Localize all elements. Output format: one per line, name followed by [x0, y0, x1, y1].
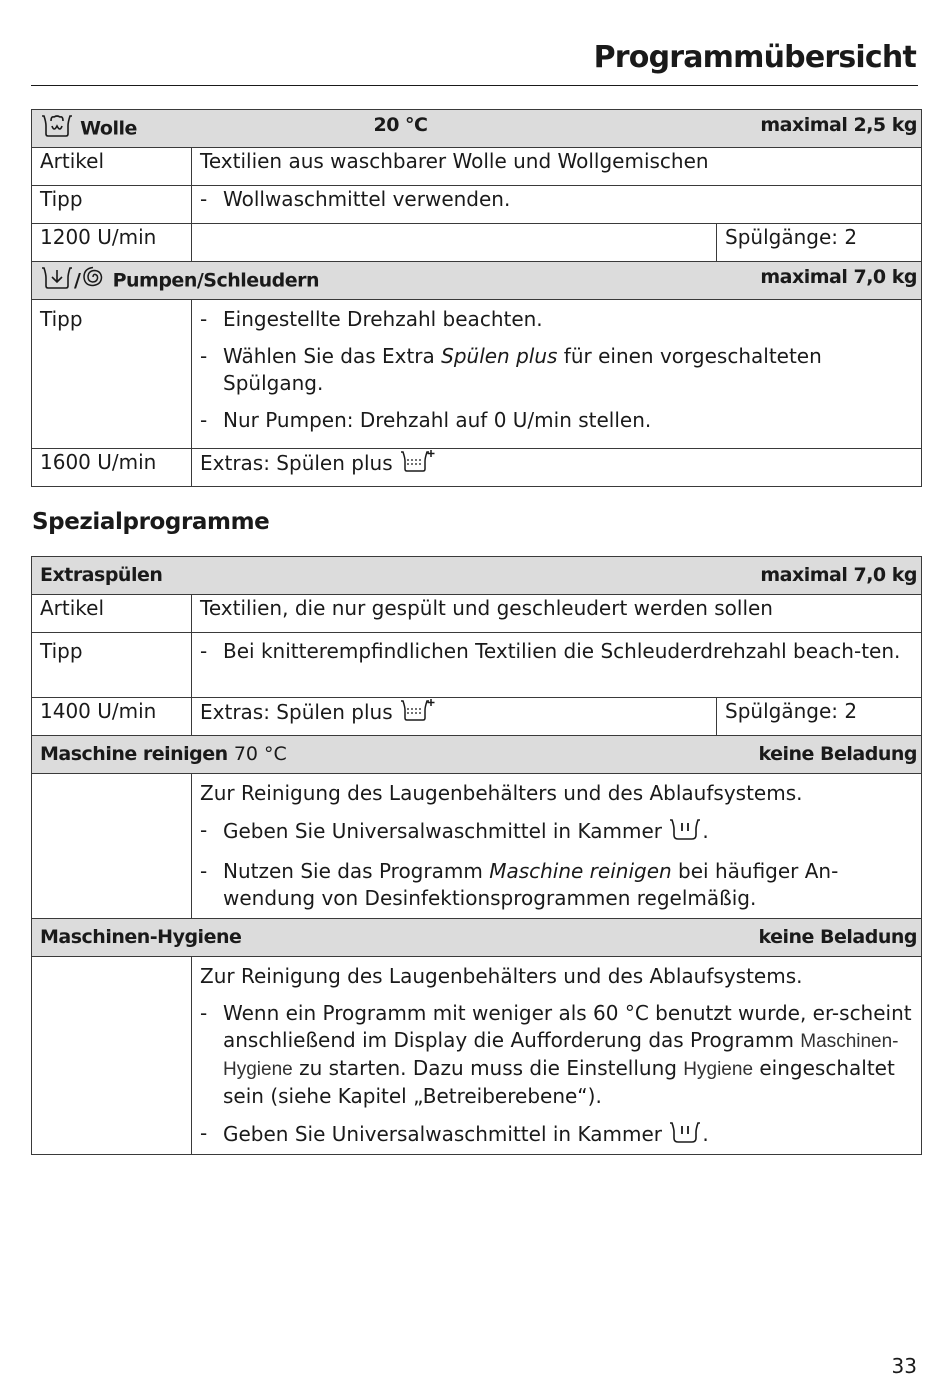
intro-text: Zur Reinigung des Laugenbehälters und des Ablaufsystems.	[200, 964, 803, 988]
program-header-reinigen	[32, 736, 922, 774]
page-number: 33	[891, 1354, 917, 1378]
rinse-count: Spülgänge: 2	[717, 698, 922, 736]
rinse-count: Spülgänge: 2	[717, 224, 922, 262]
tip-item: - Geben Sie Universalwaschmittel in Kammer .	[200, 817, 913, 848]
empty-cell	[32, 957, 192, 1155]
section-title: Spezialprogramme	[32, 509, 270, 535]
program-table-special	[31, 556, 922, 1155]
spin-speed: 1200 U/min	[32, 224, 192, 262]
tip-item: - Nutzen Sie das Programm Maschine reinigen bei häufiger An-wendung von Desinfektionsprogrammen regelmäßig.	[200, 859, 839, 910]
table-row	[32, 148, 922, 186]
tip-item: - Geben Sie Universalwaschmittel in Kammer .	[200, 1120, 913, 1151]
spin-speed: 1600 U/min	[32, 449, 192, 487]
drain-tub-icon	[40, 264, 74, 298]
tip-item: - Wenn ein Programm mit weniger als 60 °C benutzt wurde, er-scheint anschließend im Display die Aufforderung das Programm Maschinen-Hygiene zu starten. Dazu muss die Einstellung Hygiene eingeschaltet sein (siehe Kapitel „Betreiberebene“).	[200, 1001, 912, 1108]
program-name-extraspuelen: Extraspülen	[40, 564, 163, 586]
display-text: Maschinen-Hygiene	[223, 1031, 899, 1080]
row-value: Textilien, die nur gespült und geschleudert werden sollen	[192, 595, 922, 633]
table-row	[32, 300, 922, 449]
page-header	[31, 38, 918, 86]
row-label: Tipp	[32, 633, 192, 698]
tip-item: - Eingestellte Drehzahl beachten.	[200, 307, 543, 331]
row-label: Artikel	[32, 595, 192, 633]
compartment-ii-icon	[668, 817, 702, 848]
row-value	[192, 186, 922, 224]
row-label: Artikel	[32, 148, 192, 186]
row-label: Tipp	[32, 186, 192, 224]
program-header-pumpen: / Pumpen/Schleudern maximal 7,0 kg	[32, 262, 922, 300]
row-value: Textilien aus waschbarer Wolle und Wollgemischen	[192, 148, 922, 186]
program-load-reinigen: keine Beladung	[758, 743, 917, 765]
program-name-hygiene: Maschinen-Hygiene	[40, 926, 242, 948]
empty-cell	[32, 774, 192, 919]
program-table-main	[31, 109, 922, 487]
empty-cell	[192, 224, 717, 262]
program-temp-reinigen: 70 °C	[233, 743, 287, 765]
program-name-reinigen: Maschine reinigen	[40, 743, 228, 765]
table-row	[32, 595, 922, 633]
tip-item: - Wählen Sie das Extra Spülen plus für einen vorgeschalteten Spülgang.	[200, 344, 822, 395]
row-value	[192, 300, 922, 449]
extras-cell: Extras: Spülen plus	[192, 449, 922, 487]
table-row	[32, 957, 922, 1155]
table-row	[32, 633, 922, 698]
table-row	[32, 224, 922, 262]
program-load-extraspuelen: maximal 7,0 kg	[760, 564, 917, 586]
row-label: Tipp	[32, 300, 192, 449]
wool-tub-icon	[40, 112, 74, 146]
spin-speed: 1400 U/min	[32, 698, 192, 736]
rinse-plus-icon	[399, 698, 435, 729]
program-load-hygiene: keine Beladung	[758, 926, 917, 948]
program-load-pumpen: maximal 7,0 kg	[760, 265, 917, 288]
program-header-extraspuelen	[32, 557, 922, 595]
extras-cell: Extras: Spülen plus	[192, 698, 717, 736]
page-title: Programmübersicht	[593, 40, 916, 75]
table-row	[32, 449, 922, 487]
program-name-pumpen: Pumpen/Schleudern	[112, 269, 320, 291]
row-value	[192, 633, 922, 698]
display-text: Hygiene	[683, 1059, 754, 1080]
program-load-wolle: maximal 2,5 kg	[760, 113, 917, 136]
compartment-ii-icon	[668, 1120, 702, 1151]
row-value	[192, 774, 922, 919]
table-row	[32, 774, 922, 919]
row-value	[192, 957, 922, 1155]
program-temp-wolle: 20 °C	[373, 113, 428, 136]
rinse-plus-icon	[399, 449, 435, 480]
program-name-wolle: Wolle	[80, 117, 137, 139]
table-row	[32, 186, 922, 224]
tip-item: - Nur Pumpen: Drehzahl auf 0 U/min stellen.	[200, 408, 652, 432]
tip-item: - Wollwaschmittel verwenden.	[200, 187, 511, 211]
program-header-wolle	[32, 110, 922, 148]
spin-icon	[80, 264, 106, 298]
program-header-hygiene	[32, 919, 922, 957]
table-row	[32, 698, 922, 736]
intro-text: Zur Reinigung des Laugenbehälters und des Ablaufsystems.	[200, 781, 803, 805]
tip-item: - Bei knitterempfindlichen Textilien die Schleuderdrehzahl beach-ten.	[200, 639, 901, 663]
